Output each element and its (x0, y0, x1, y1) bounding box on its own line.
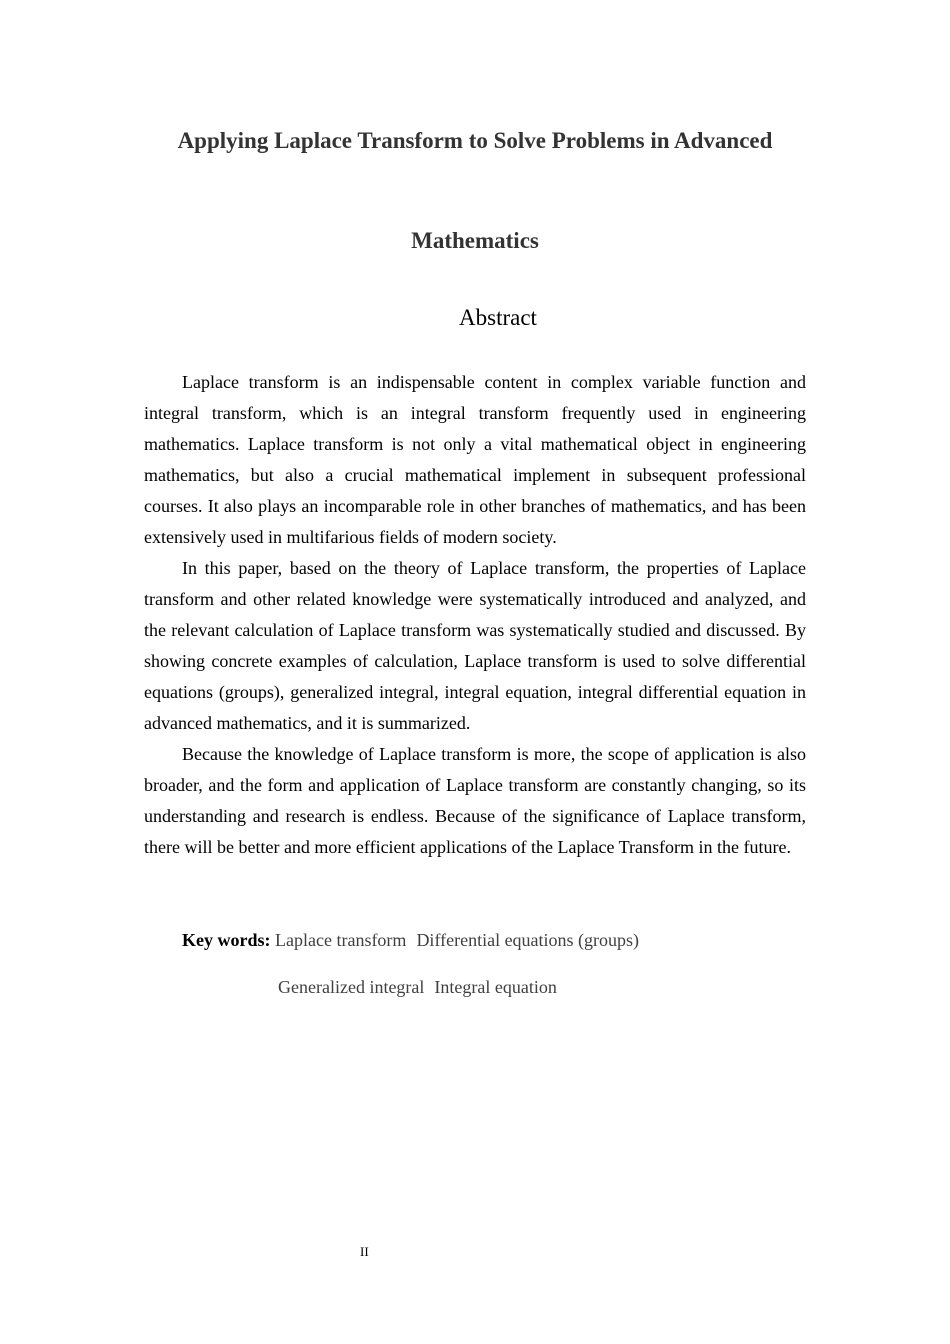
keywords-line-2 (278, 973, 557, 1001)
keyword-item: Generalized integral (278, 977, 425, 997)
abstract-paragraph-1: Laplace transform is an indispensable content in complex variable function and integral transform, which is an integral transform frequently used in engineering mathematics. Laplace transform is not only a vital mathematical object in engineering mathematics, but also a crucial mathematical implement in subsequent professional courses. It also plays an incomparable role in other branches of mathematics, and has been extensively used in multifarious fields of modern society. (144, 372, 806, 547)
abstract-paragraph-2: In this paper, based on the theory of Laplace transform, the properties of Laplace transform and other related knowledge were systematically introduced and analyzed, and the relevant calculation of Laplace transform was systematically studied and discussed. By showing concrete examples of calculation, Laplace transform is used to solve differential equations (groups), generalized integral, integral equation, integral differential equation in advanced mathematics, and it is summarized. (144, 558, 806, 733)
abstract-paragraph-3: Because the knowledge of Laplace transform is more, the scope of application is also broader, and the form and application of Laplace transform are constantly changing, so its understanding and research is endless. Because of the significance of Laplace transform, there will be better and more efficient applications of the Laplace Transform in the future. (144, 744, 806, 857)
keyword-item: Differential equations (groups) (416, 930, 640, 950)
keyword-item: Integral equation (434, 977, 557, 997)
paper-title-line-1: Applying Laplace Transform to Solve Problems in Advanced (177, 128, 773, 153)
keyword-item: Laplace transform (275, 930, 407, 950)
paper-title-line-2: Mathematics (411, 228, 539, 253)
abstract-body (144, 367, 806, 863)
keywords-line-1 (182, 926, 639, 954)
keywords-label: Key words: (182, 930, 271, 950)
page-number: II (360, 1244, 369, 1259)
abstract-heading: Abstract (459, 305, 537, 330)
